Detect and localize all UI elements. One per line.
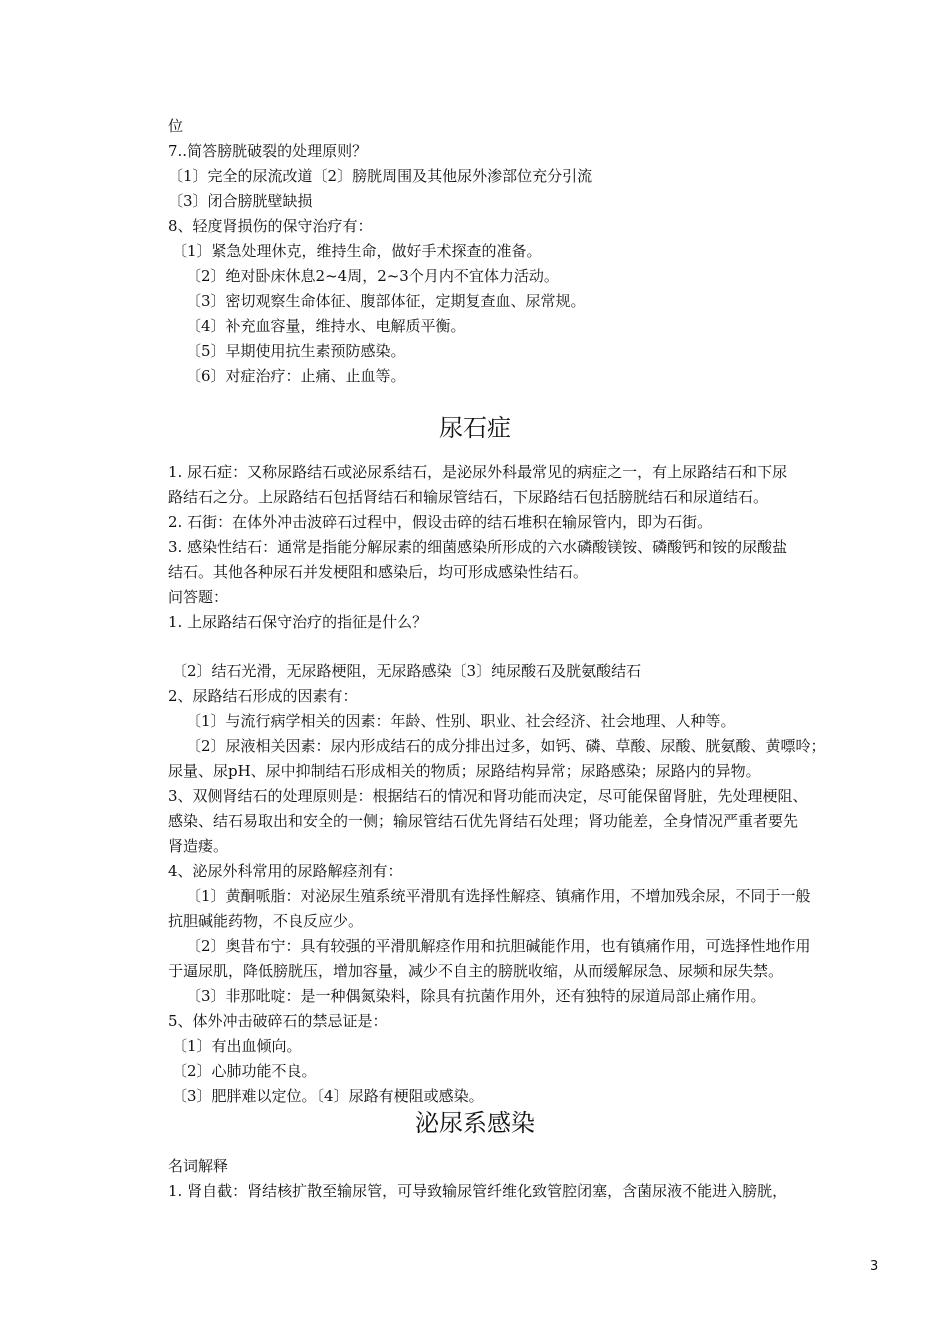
text-line: 〔1〕黄酮哌脂：对泌尿生殖系统平滑肌有选择性解痉、镇痛作用，不增加残余尿，不同于一般 xyxy=(186,887,811,905)
question-2-heading: 2、尿路结石形成的因素有： xyxy=(168,687,358,705)
text-line: 〔2〕尿液相关因素：尿内形成结石的成分排出过多，如钙、磷、草酸、尿酸、胱氨酸、黄嘌呤； xyxy=(186,737,826,755)
text-line: 〔3〕密切观察生命体征、腹部体征，定期复查血、尿常规。 xyxy=(186,292,586,310)
question-3-heading: 3、双侧肾结石的处理原则是：根据结石的情况和肾功能而决定，尽可能保留肾脏，先处理梗阻、 xyxy=(168,787,808,805)
text-line: 〔2〕结石光滑，无尿路梗阻，无尿路感染〔3〕纯尿酸石及胱氨酸结石 xyxy=(172,662,642,680)
text-line: 路结石之分。上尿路结石包括肾结石和输尿管结石，下尿路结石包括膀胱结石和尿道结石。 xyxy=(168,488,769,506)
qa-label: 问答题： xyxy=(168,588,229,606)
text-line: 1. 尿石症：又称尿路结石或泌尿系结石，是泌尿外科最常见的病症之一，有上尿路结石和下尿 xyxy=(168,463,788,481)
page-number: 3 xyxy=(870,1259,879,1274)
text-line: 于逼尿肌，降低膀胱压，增加容量，减少不自主的膀胱收缩，从而缓解尿急、尿频和尿失禁。 xyxy=(168,962,784,980)
section-heading-urolithiasis: 尿石症 xyxy=(439,414,511,442)
text-line: 位 xyxy=(168,117,184,135)
text-line: 〔1〕有出血倾向。 xyxy=(172,1037,302,1055)
text-line: 1. 上尿路结石保守治疗的指征是什么？ xyxy=(168,613,428,631)
text-line: 感染、结石易取出和安全的一侧；输尿管结石优先肾结石处理；肾功能差，全身情况严重者要先 xyxy=(168,812,799,830)
text-line: 3. 感染性结石：通常是指能分解尿素的细菌感染所形成的六水磷酸镁铵、磷酸钙和铵的尿酸盐 xyxy=(168,538,788,556)
text-line: 〔4〕补充血容量，维持水、电解质平衡。 xyxy=(186,317,466,335)
text-line: 〔6〕对症治疗：止痛、止血等。 xyxy=(186,367,406,385)
text-line: 〔5〕早期使用抗生素预防感染。 xyxy=(186,342,406,360)
text-line: 〔1〕完全的尿流改道〔2〕膀胱周围及其他尿外渗部位充分引流 xyxy=(168,167,593,185)
text-line: 〔1〕与流行病学相关的因素：年龄、性别、职业、社会经济、社会地理、人种等。 xyxy=(186,712,736,730)
terms-label: 名词解释 xyxy=(168,1157,229,1175)
text-line: 〔3〕肥胖难以定位。〔4〕尿路有梗阻或感染。 xyxy=(172,1087,484,1105)
text-line: 肾造瘘。 xyxy=(168,837,229,855)
question-8-heading: 8、轻度肾损伤的保守治疗有： xyxy=(168,217,373,235)
section-heading-uti: 泌尿系感染 xyxy=(415,1109,535,1137)
text-line: 〔2〕绝对卧床休息2~4周，2~3个月内不宜体力活动。 xyxy=(186,267,559,285)
text-line: 〔2〕奥昔布宁：具有较强的平滑肌解痉作用和抗胆碱能作用，也有镇痛作用，可选择性地作用 xyxy=(186,937,811,955)
text-line: 1. 肾自截：肾结核扩散至输尿管，可导致输尿管纤维化致管腔闭塞，含菌尿液不能进入膀胱， xyxy=(168,1182,788,1200)
text-line: 尿量、尿pH、尿中抑制结石形成相关的物质；尿路结构异常；尿路感染；尿路内的异物。 xyxy=(168,762,761,780)
question-5-heading: 5、体外冲击破碎石的禁忌证是： xyxy=(168,1012,388,1030)
question-4-heading: 4、泌尿外科常用的尿路解痉剂有： xyxy=(168,862,403,880)
text-line: 结石。其他各种尿石并发梗阻和感染后，均可形成感染性结石。 xyxy=(168,563,589,581)
text-line: 〔3〕闭合膀胱壁缺损 xyxy=(168,192,313,210)
text-line: 〔1〕紧急处理休克，维持生命，做好手术探查的准备。 xyxy=(172,242,542,260)
text-line: 2. 石街：在体外冲击波碎石过程中，假设击碎的结石堆积在输尿管内，即为石街。 xyxy=(168,513,713,531)
text-line: 抗胆碱能药物，不良反应少。 xyxy=(168,912,364,930)
text-line: 〔2〕心肺功能不良。 xyxy=(172,1062,317,1080)
question-7-heading: 7..简答膀胱破裂的处理原则？ xyxy=(168,142,368,160)
text-line: 〔3〕非那吡啶：是一种偶氮染料，除具有抗菌作用外，还有独特的尿道局部止痛作用。 xyxy=(186,987,766,1005)
